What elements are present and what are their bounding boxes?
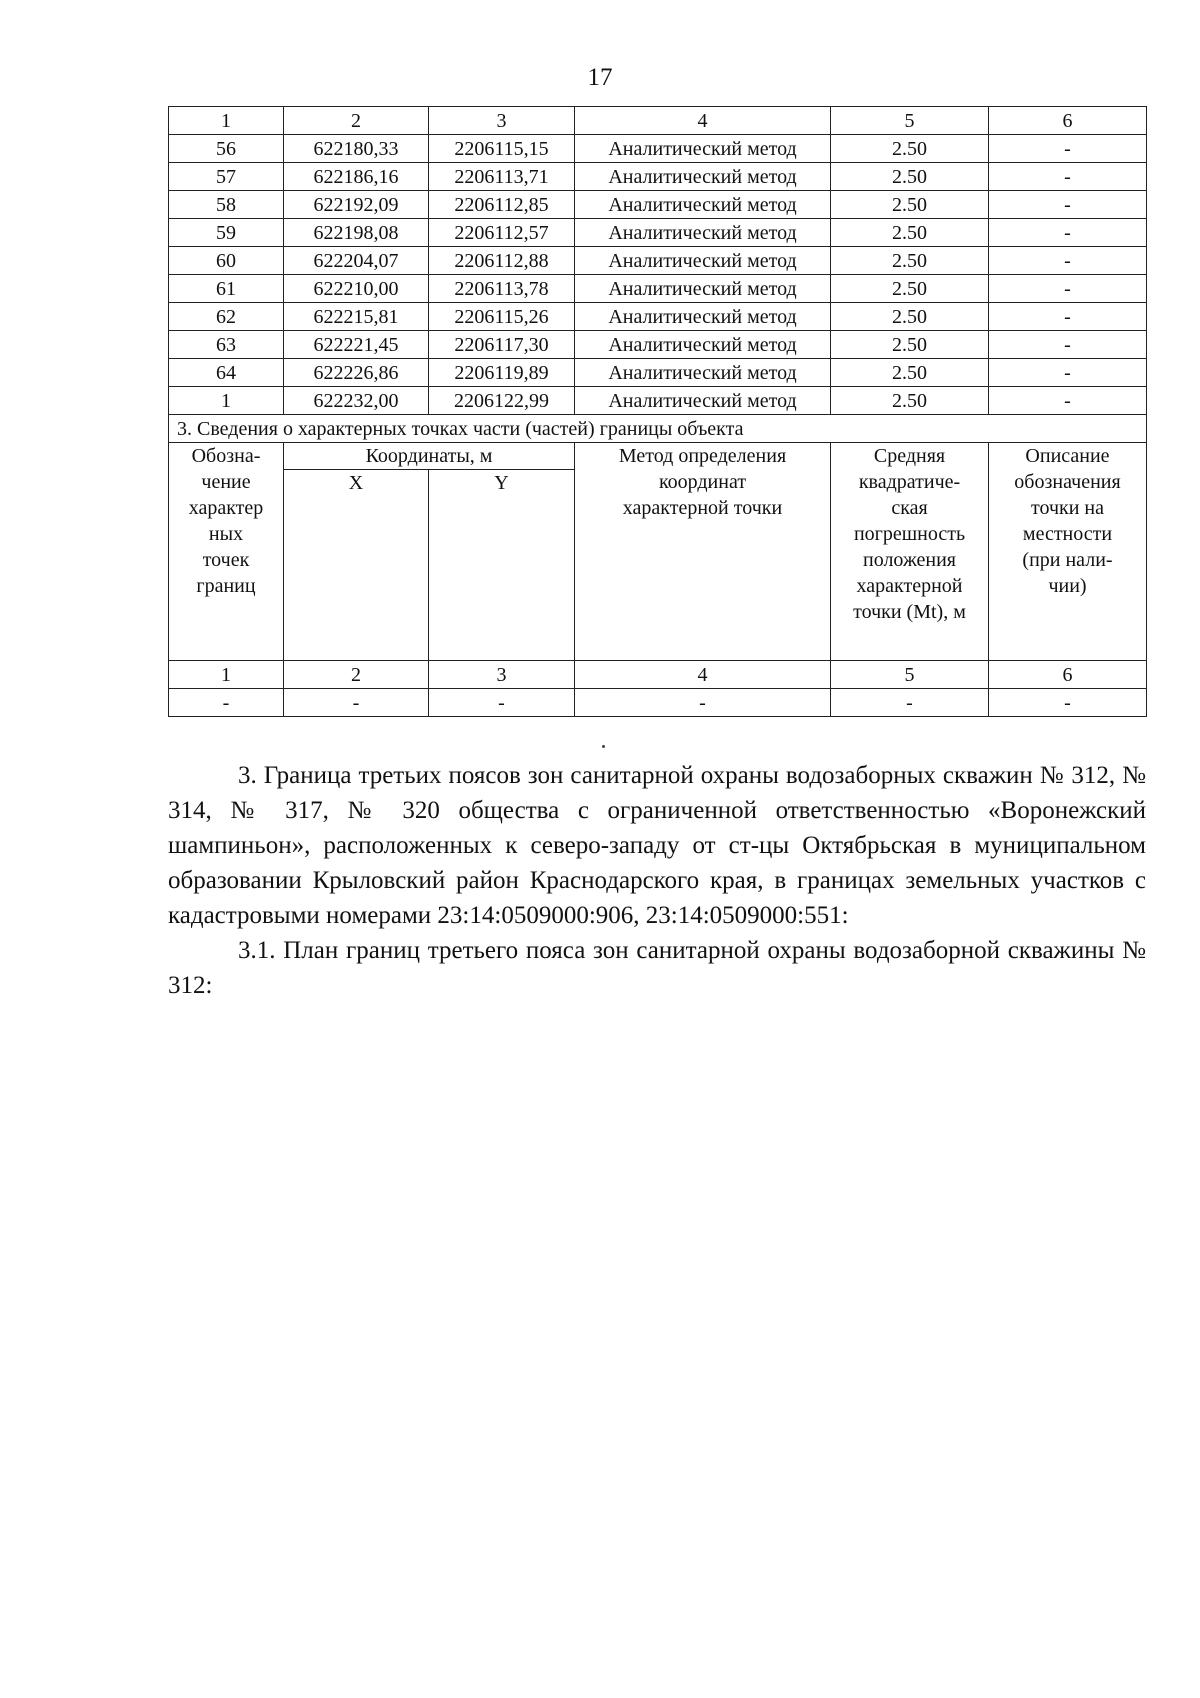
table-cell: 2206117,30 <box>429 331 575 359</box>
table-row <box>169 247 1147 275</box>
table-row <box>169 275 1147 303</box>
table-cell: 622192,09 <box>284 191 429 219</box>
table-cell: 1 <box>169 387 284 415</box>
section-data-row <box>169 689 1147 717</box>
table-cell: 2.50 <box>831 219 989 247</box>
column-number: 3 <box>429 107 575 135</box>
table-cell: 57 <box>169 163 284 191</box>
table-cell: 622204,07 <box>284 247 429 275</box>
body-text <box>168 758 1146 1003</box>
table-cell: 2.50 <box>831 135 989 163</box>
header-coordinates: Координаты, м <box>284 443 575 470</box>
table-cell: 622210,00 <box>284 275 429 303</box>
table-cell: - <box>989 247 1147 275</box>
table-cell: Аналитический метод <box>575 331 831 359</box>
table-cell: Аналитический метод <box>575 163 831 191</box>
column-number: 6 <box>989 107 1147 135</box>
table-cell: 622186,16 <box>284 163 429 191</box>
header-method: Метод определения координат характерной точки <box>575 443 831 661</box>
table-cell: - <box>831 689 989 717</box>
table-cell: 58 <box>169 191 284 219</box>
paragraph: 3.1. План границ третьего пояса зон санитарной охраны водозаборной скважины № 312: <box>168 937 1146 999</box>
section-header-row <box>169 443 1147 470</box>
column-number: 3 <box>429 661 575 689</box>
table-cell: 56 <box>169 135 284 163</box>
table-cell: 60 <box>169 247 284 275</box>
table-cell: - <box>169 689 284 717</box>
table-cell: - <box>284 689 429 717</box>
table-row <box>169 331 1147 359</box>
header-designation: Обозна- чение характер ных точек границ <box>169 443 284 661</box>
column-number: 2 <box>284 661 429 689</box>
header-x: X <box>284 470 429 661</box>
table-cell: - <box>989 359 1147 387</box>
table-cell: - <box>989 135 1147 163</box>
table-cell: 64 <box>169 359 284 387</box>
table-cell: 2206119,89 <box>429 359 575 387</box>
table-row <box>169 359 1147 387</box>
table-cell: - <box>989 331 1147 359</box>
table-cell: Аналитический метод <box>575 219 831 247</box>
table-cell: - <box>989 689 1147 717</box>
table-cell: 2.50 <box>831 163 989 191</box>
table-cell: 2206115,15 <box>429 135 575 163</box>
column-number: 1 <box>169 661 284 689</box>
table-cell: - <box>989 303 1147 331</box>
coordinates-table <box>168 106 1147 717</box>
table-cell: Аналитический метод <box>575 275 831 303</box>
table-cell: Аналитический метод <box>575 135 831 163</box>
table-cell: Аналитический метод <box>575 191 831 219</box>
table-cell: - <box>989 387 1147 415</box>
table-row <box>169 163 1147 191</box>
table-cell: 2.50 <box>831 359 989 387</box>
table-cell: 61 <box>169 275 284 303</box>
header-description: Описание обозначения точки на местности (при нали- чии) <box>989 443 1147 661</box>
column-number: 6 <box>989 661 1147 689</box>
table-cell: - <box>989 163 1147 191</box>
table-cell: 62 <box>169 303 284 331</box>
table-row <box>169 191 1147 219</box>
table-cell: Аналитический метод <box>575 303 831 331</box>
table-cell: 622215,81 <box>284 303 429 331</box>
table-cell: 622226,86 <box>284 359 429 387</box>
table-row <box>169 303 1147 331</box>
column-number: 5 <box>831 661 989 689</box>
table-cell: 2206122,99 <box>429 387 575 415</box>
table-cell: 63 <box>169 331 284 359</box>
column-number-row <box>169 107 1147 135</box>
table-cell: 2206112,57 <box>429 219 575 247</box>
scan-speck <box>602 745 605 748</box>
table-cell: 2.50 <box>831 303 989 331</box>
table-cell: 622232,00 <box>284 387 429 415</box>
table-cell: 2.50 <box>831 247 989 275</box>
table-cell: - <box>989 219 1147 247</box>
column-number: 4 <box>575 107 831 135</box>
table-cell: 2.50 <box>831 275 989 303</box>
table-cell: 622198,08 <box>284 219 429 247</box>
header-y: Y <box>429 470 575 661</box>
table-row <box>169 219 1147 247</box>
table-cell: 2206115,26 <box>429 303 575 331</box>
table-cell: 2206113,71 <box>429 163 575 191</box>
column-number: 1 <box>169 107 284 135</box>
column-number: 5 <box>831 107 989 135</box>
column-number: 4 <box>575 661 831 689</box>
table-cell: 622180,33 <box>284 135 429 163</box>
table-cell: - <box>989 275 1147 303</box>
table-cell: 2206112,85 <box>429 191 575 219</box>
table-cell: 2.50 <box>831 387 989 415</box>
table-cell: - <box>575 689 831 717</box>
table-cell: 2206113,78 <box>429 275 575 303</box>
table-cell: 59 <box>169 219 284 247</box>
section-title-row <box>169 415 1147 443</box>
table-cell: Аналитический метод <box>575 359 831 387</box>
table-cell: 2.50 <box>831 331 989 359</box>
table-row <box>169 135 1147 163</box>
section-column-number-row <box>169 661 1147 689</box>
table-row <box>169 387 1147 415</box>
paragraph: 3. Граница третьих поясов зон санитарной охраны водозаборных скважин № 312, № 314, № 317, № 320 общества с ограниченной ответственностью «Воронежский шампиньон», расположенных к северо-западу от ст-цы Октябрьская в муниципальном образовании Крыловский район Краснодарского края, в границах земельных участков с кадастровыми номерами 23:14:0509000:906, 23:14:0509000:551: <box>168 762 1146 929</box>
table-cell: 2.50 <box>831 191 989 219</box>
section-title: 3. Сведения о характерных точках части (частей) границы объекта <box>169 415 1147 443</box>
table-cell: 2206112,88 <box>429 247 575 275</box>
column-number: 2 <box>284 107 429 135</box>
table-cell: 622221,45 <box>284 331 429 359</box>
table-cell: - <box>429 689 575 717</box>
table-cell: Аналитический метод <box>575 247 831 275</box>
table-cell: Аналитический метод <box>575 387 831 415</box>
page-number: 17 <box>587 64 613 91</box>
header-error: Средняя квадратиче- ская погрешность положения характерной точки (Mt), м <box>831 443 989 661</box>
table-cell: - <box>989 191 1147 219</box>
